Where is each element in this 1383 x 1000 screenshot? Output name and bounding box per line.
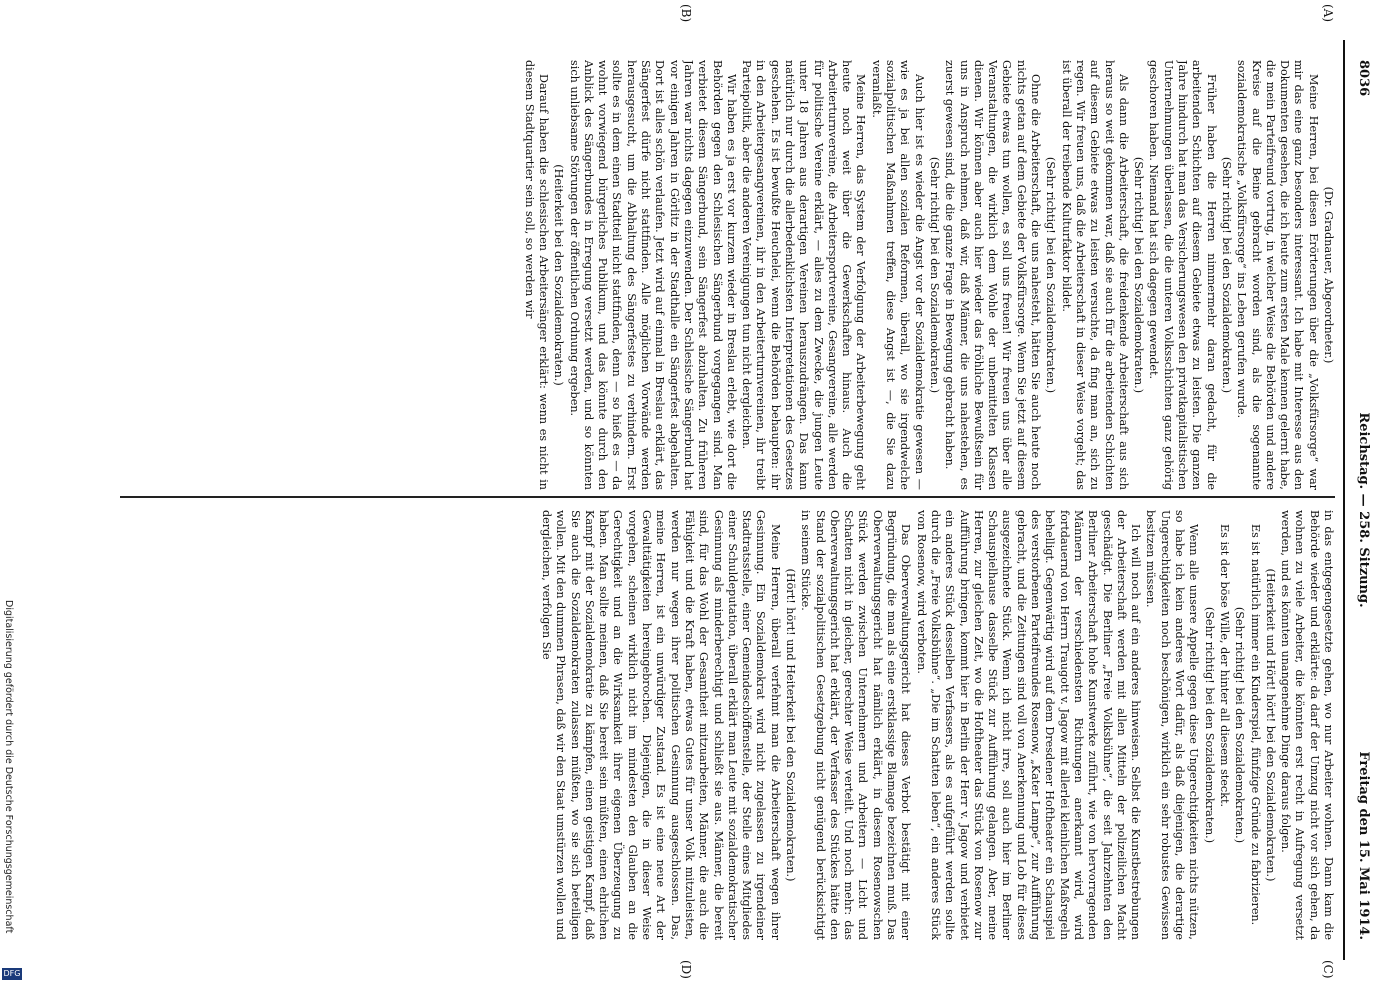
marker-d: (D) <box>679 960 693 979</box>
paragraph: Es ist natürlich immer ein Kinderspiel, fünfzige Gründe zu fabrizieren. <box>1248 524 1262 926</box>
left-column <box>120 60 1335 490</box>
paragraph: Auch hier ist es wieder die Angst vor der Sozialdemokratie gewesen — wie es ja bei allen sozialen Reformen, überall, wo sie irgendwelche sozialpolitischen Maßnahmen treffen, diese Angst ist —, die Sie dazu veranlaßt. <box>869 60 926 490</box>
dfg-logo: DFG <box>3 969 21 978</box>
paragraph: (Dr. Gradnauer, Abgeordneter.) <box>1322 186 1335 364</box>
paragraph: Als dann die Arbeiterschaft, die freidenkende Arbeiterschaft aus sich heraus so weit gekommen war, daß sie auch für die arbeitenden Schichten auf diesem Gebiete etwas zu leisten versuchte, da fing man an, sich zu regen. Wir freuen uns, daß die Arbeiterschaft in dieser Weise vorgeht; das ist überall der treibende Kulturfaktor bildet. <box>1059 60 1130 490</box>
paragraph: Meine Herren, bei diesen Erörterungen über die „Volksfürsorge“ war mir das eine ganz besonders interessant. Ich habe mit Interesse aus den Dokumenten gesehen, die ich heute zum ersten Male kennen gelernt habe, die mein Parteifreund vortrug, in welcher Weise die Behörden und andere Kreise auf die Beine gebracht worden sind, als die sogenannte sozialdemokratische „Volksfürsorge“ ins Leben gerufen wurde. <box>1235 60 1320 490</box>
paragraph: Früher haben die Herren nimmermehr daran gedacht, für die arbeitenden Schichten auf diesem Gebiete etwas zu leisten. Die ganzen Jahre hindurch hat man das Versicherungswesen den privatkapitalistischen Unternehmungen überlassen, die die unteren Volksschichten ganz gehörig geschoren haben. Niemand hat sich dagegen gewendet. <box>1147 60 1218 490</box>
column-separator <box>120 496 1335 498</box>
paragraph: (Heiterkeit und Hört! hört! bei den Sozialdemokraten.) <box>1263 568 1277 882</box>
paragraph: (Sehr richtig! bei den Sozialdemokraten.) <box>1202 606 1216 844</box>
paragraph: (Hört! hört! und Heiterkeit bei den Sozialdemokraten.) <box>784 568 798 882</box>
marker-a: (A) <box>1321 4 1335 23</box>
paragraph: Ich will noch auf ein anderes hinweisen. Selbst die Kunstbestrebungen der Arbeiterschaft werden mit allen Mitteln der polizeilichen Macht geschädigt. Die Berliner „Freie Volksbühne“, die seit Jahrzehnten den Berliner Arbeiterschaft hohe Kunstwerke zuführt, wie von hervorragenden Männern der verschiedensten Richtungen anerkannt wird, wird fortdauernd von Herrn Traugott v. Jagow mit allerlei kleinlichen Maßregeln behelligt. Gegenwärtig wird auf dem Dresdener Hoftheater ein Schauspiel des verstorbenen Parteifreundes Rosenow, „Kater Lampe“, zur Aufführung gebracht, und die Zeitungen sind voll von Anerkennung und Lob für dieses ausgezeichnete Stück. Wenn ich nicht irre, soll auch hier im Berliner Schauspielhause dasselbe Stück zur Aufführung gelangen. Aber, meine Herren, zur gleichen Zeit, wo die Hoftheater das Stück von Rosenow zur Aufführung bringen, kommt hier in Berlin der Herr v. Jagow und verbietet ein anderes Stück desselben Verfassers, als es aufgeführt werden sollte durch die „Freie Volksbühne“. „Die im Schatten leben“, ein anderes Stück von Rosenow, wird verboten. <box>914 510 1143 940</box>
header-title: Reichstag. — 258. Sitzung. <box>1356 412 1371 608</box>
paragraph: (Heiterkeit bei den Sozialdemokraten.) <box>552 164 566 386</box>
marker-c: (C) <box>1321 960 1335 979</box>
paragraph: Darauf haben die schlesischen Arbeitersänger erklärt: wenn es nicht in diesem Stadtquartier sein soll, so werden wir <box>522 60 550 490</box>
paragraph: (Sehr richtig! bei den Sozialdemokraten.) <box>1044 156 1058 394</box>
paragraph: (Sehr richtig! bei den Sozialdemokraten.) <box>927 156 941 394</box>
page-header <box>1341 60 1371 960</box>
right-column <box>120 510 1335 940</box>
paragraph: Ohne die Arbeiterschaft, die uns nahesteht, hätten Sie auch heute noch nichts getan auf dem Gebiete der Volksfürsorge. Wenn Sie jetzt auf diesem Gebiete etwas tun wollen, es soll uns freuen! Wir freuen uns über alle Veranstaltungen, die wirklich dem Wohle der unbemittelten Klassen dienen. Wir können aber auch hier wieder das fröhliche Bewußtsein für uns in Anspruch nehmen, daß wir, daß Männer, die uns nahestehen, es zuerst gewesen sind, die die ganze Frage in Bewegung gebracht haben. <box>943 60 1043 490</box>
header-date: Freitag den 15. Mai 1914. <box>1356 751 1371 940</box>
paragraph: Wenn alle unsere Appelle gegen diese Ungerechtigkeiten nichts nützen, so habe ich kein anderes Wort dafür, als daß diejenigen, die derartige Ungerechtigkeiten noch beschönigen, wirklich ein sehr robustes Gewissen besitzen müssen. <box>1144 510 1201 940</box>
paragraph: (Sehr richtig! bei den Sozialdemokraten.) <box>1233 606 1247 844</box>
paragraph: (Sehr richtig! bei den Sozialdemokraten.) <box>1219 156 1233 394</box>
paragraph: Wir haben es ja erst vor kurzem wieder in Breslau erlebt, wie dort die Behörden gegen den Schlesischen Sängerbund vorgegangen sind. Man verbietet diesem Sängerbund, sein Sängerfest abzuhalten. Zu früheren Jahren war nichts dagegen einzuwenden. Der Schlesische Sängerbund hat vor einigen Jahren in Görlitz in der Stadthalle ein Sängerfest abgehalten. Dort ist alles schön verlaufen. Jetzt wird auf einmal in Breslau erklärt, das Sängerfest dürfe nicht stattfinden. Alle möglichen Vorwände werden herausgesucht, um die Abhaltung des Sängerfestes zu verhindern. Erst sollte es in dem einen Stadtteil nicht stattfinden, denn — so hieß es — da wohnt vorwiegend bürgerliches Publikum, und das könnte durch den Anblick des Sängerbundes in Erregung versetzt werden, und so könnten sich unliebsame Störungen der öffentlichen Ordnung ergeben. <box>567 60 738 490</box>
digitization-credit: Digitalisierung gefördert durch die Deutsche Forschungsgemeinschaft <box>3 600 14 934</box>
marker-b: (B) <box>679 4 693 23</box>
page-number: 8036 <box>1356 60 1371 97</box>
paragraph: Meine Herren, das System der Verfolgung der Arbeiterbewegung geht heute noch weit über die Gewerkschaften hinaus. Auch die Arbeiterturnvereine, die Arbeitersportvereine, Gesangvereine, alle werden für politische Vereine erklärt, — alles zu dem Zwecke, die jungen Leute unter 18 Jahren aus derartigen Vereinen herauszudrängen. Das kann natürlich nur durch die allerbedenklichsten Interpretationen des Gesetzes geschehen. Es ist bewußte Heuchelei, wenn die Behörden behaupten: ihr in den Arbeitergesangvereinen, ihr in den Arbeiterturnvereinen, ihr treibt Parteipolitik, aber die anderen Vereinigungen tun nicht dergleichen. <box>740 60 868 490</box>
paragraph: Meine Herren, überall verfehmt man die Arbeiterschaft wegen ihrer Gesinnung. Ein Sozialdemokrat wird nicht zugelassen zu irgendeiner Stadtratsstelle, einer Gemeindeschöffenstelle, der Stelle eines Mitgliedes einer Schuldeputation, überall erklärt man Leute mit sozialdemokratischer Gesinnung als minderberechtigt und schließt sie aus. Männer, die bereit sind, für das Wohl der Gesamtheit mitzuarbeiten, Männer, die auch die Fähigkeit und die Kraft haben, etwas Gutes für unser Volk mitzuleisten, werden nur wegen ihrer politischen Gesinnung ausgeschlossen. Das, meine Herren, ist ein unwürdiger Zustand. Es ist eine neue Art der Gewalttätigkeiten hereingebrochen. Diejenigen, die in dieser Weise vorgehen, scheinen wirklich nicht im mindesten den Glauben an die Gerechtigkeit und an die Wirksamkeit ihrer eigenen Überzeugung zu haben. Man sollte meinen, daß Sie bereit sein müßten, einen ehrlichen Kampf mit der Sozialdemokratie zu kämpfen, einen geistigen Kampf, daß Sie auch die Sozialdemokraten zulassen müßten, wo sie sich beteiligen wollen. Mit den dummen Phrasen, daß wir den Staat umstürzen wollen und dergleichen, verfolgen Sie <box>539 510 782 940</box>
paragraph: (Sehr richtig! bei den Sozialdemokraten.) <box>1132 156 1146 394</box>
paragraph: in das entgegengesetzte gehen, wo nur Arbeiter wohnen. Dann kam die Behörde wieder und erklärte: da darf der Umzug nicht vor sich gehen, da wohnen zu viele Arbeiter, die könnten erst recht in Aufregung versetzt werden, und es könnten unangenehme Dinge daraus folgen. <box>1279 510 1335 940</box>
header-rule <box>1343 40 1345 960</box>
paragraph: Es ist der böse Wille, der hinter all diesem steckt. <box>1217 524 1231 808</box>
paragraph: Das Oberverwaltungsgericht hat dieses Verbot bestätigt mit einer Begründung, die man als eine erstklassige Blamage bezeichnen muß. Das Oberverwaltungsgericht hat nämlich erklärt, in diesem Rosenowschen Stück werden zwischen Unternehmern und Arbeitern — Licht und Schatten nicht in gleicher, gerechter Weise verteilt. Und noch mehr: das Oberverwaltungsgericht hat erklärt, der Verfasser des Stückes hätte den Stand der sozialpolitischen Gesetzgebung nicht genügend berücksichtigt in seinem Stücke. <box>799 510 913 940</box>
